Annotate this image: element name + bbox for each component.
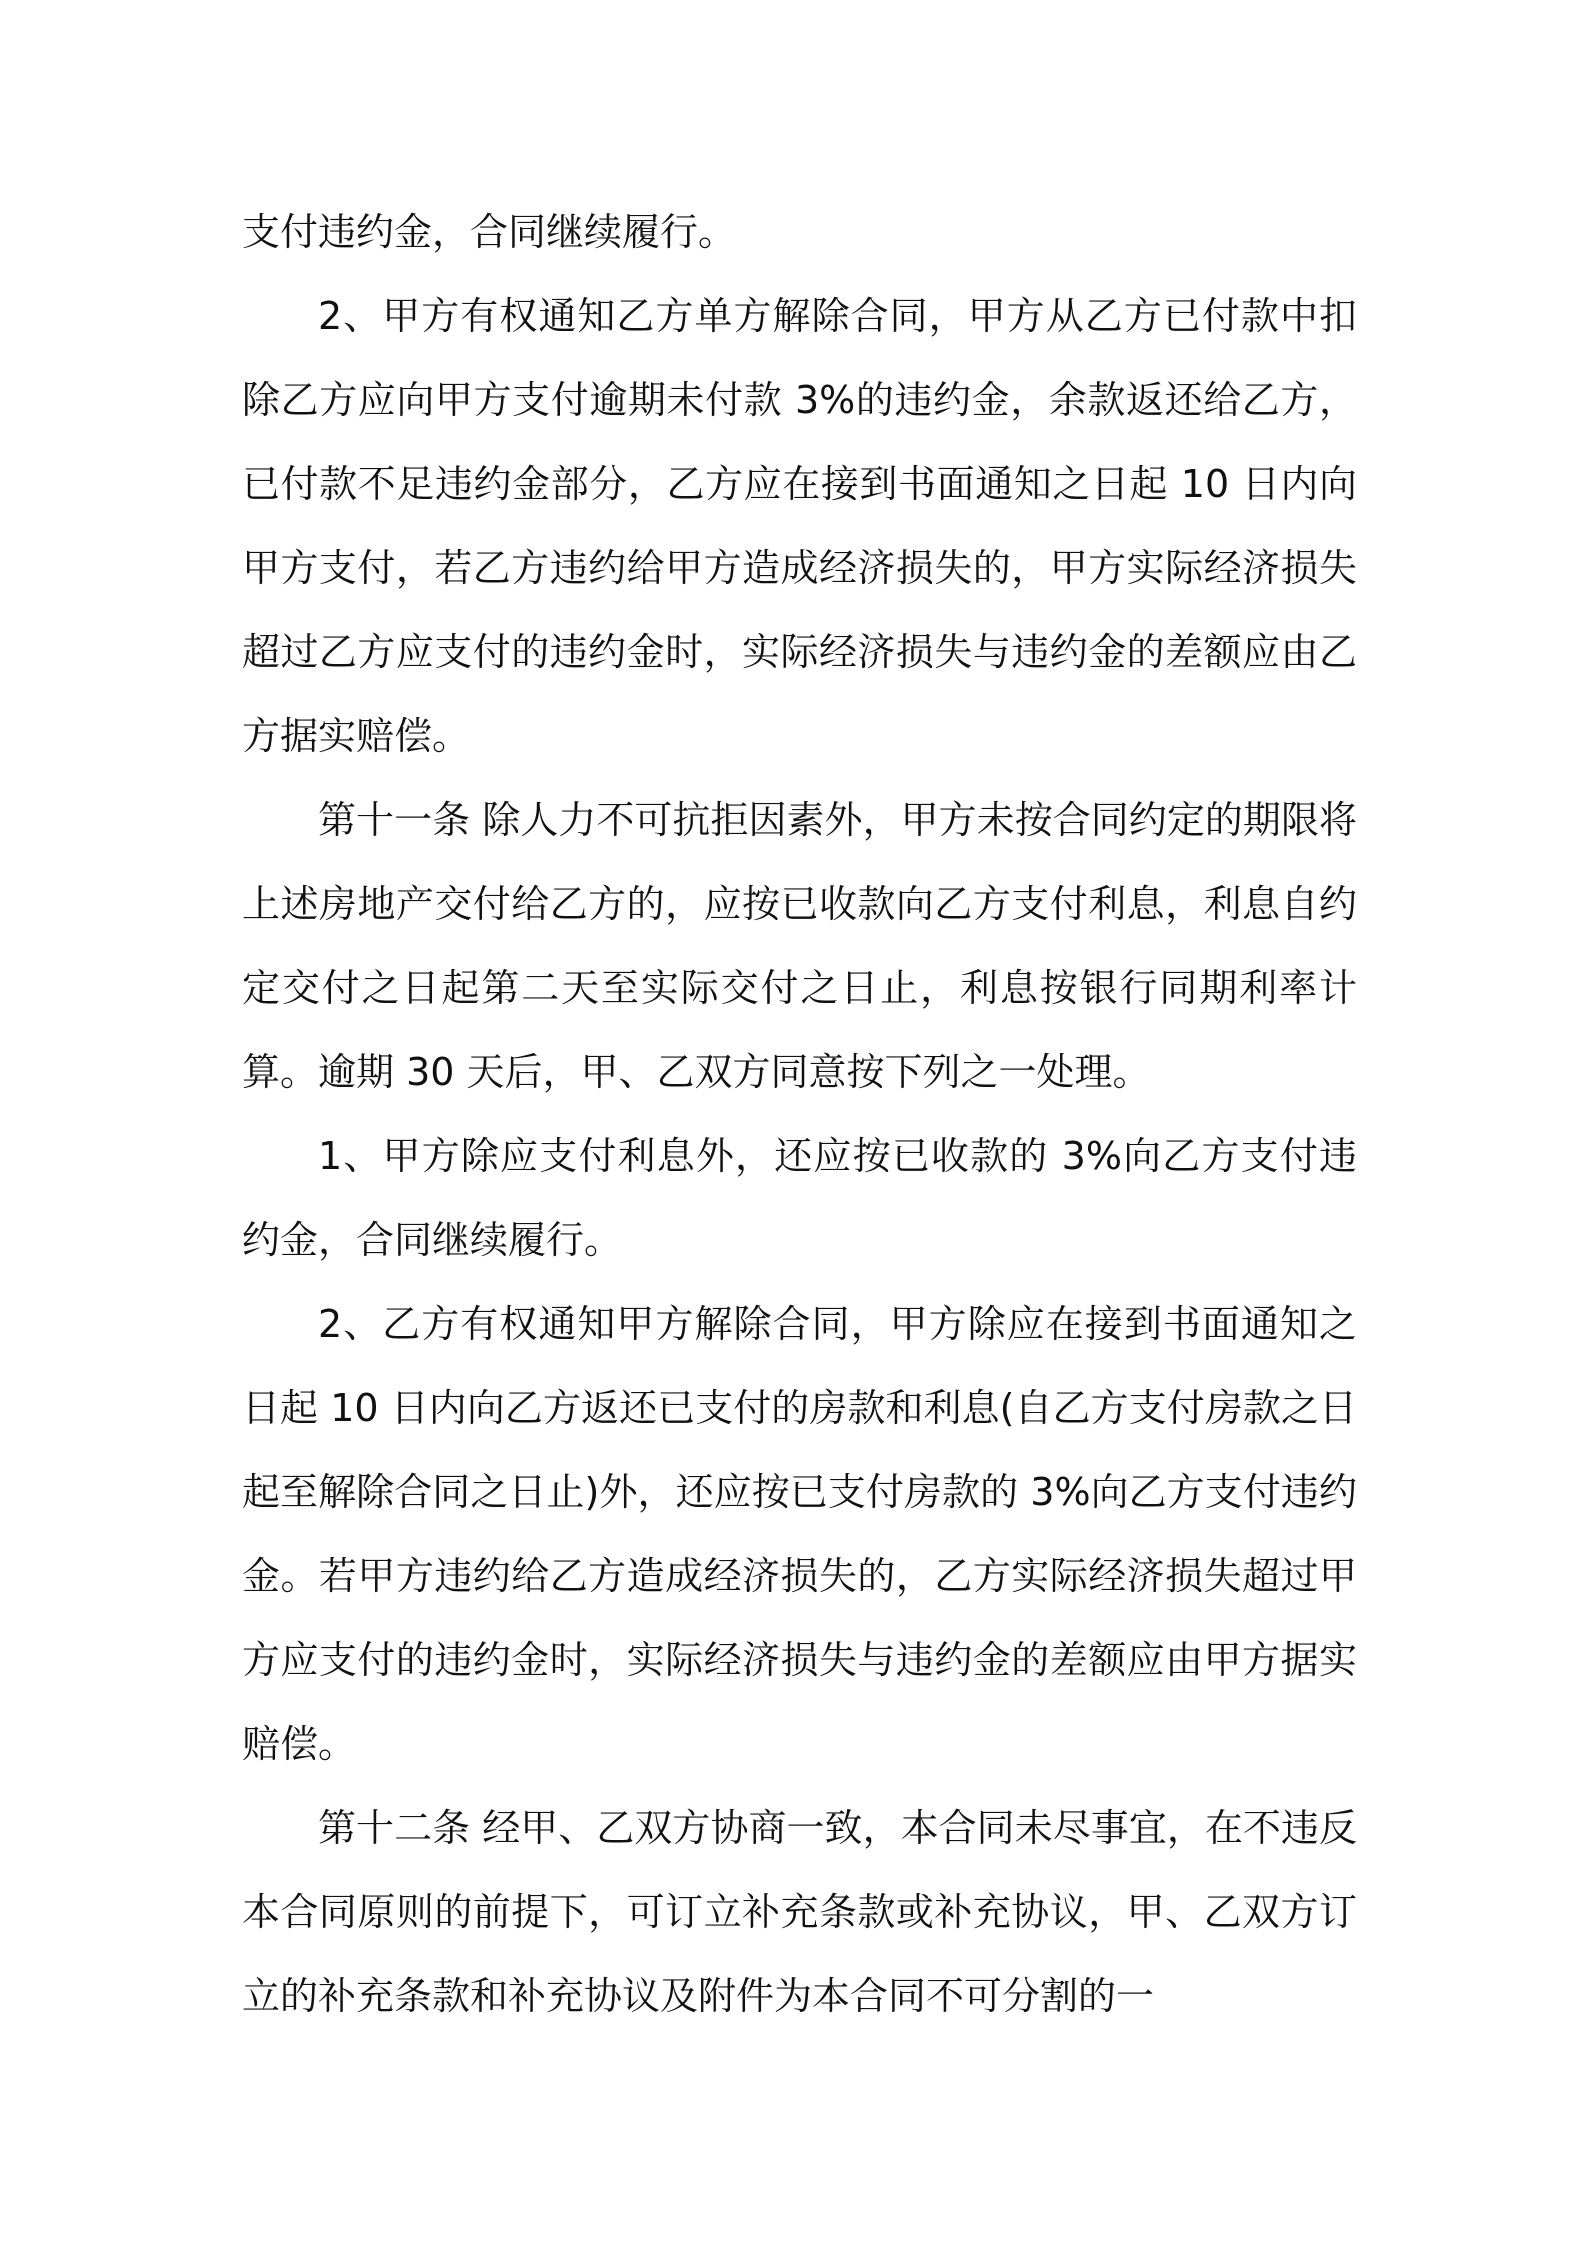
paragraph-article-11-option-1: 1、甲方除应支付利息外，还应按已收款的 3%向乙方支付违约金，合同继续履行。 <box>242 1134 1357 1262</box>
paragraph-article-12: 第十二条 经甲、乙双方协商一致，本合同未尽事宜，在不违反本合同原则的前提下，可订立补充条款或补充协议，甲、乙双方订立的补充条款和补充协议及附件为本合同不可分割的一 <box>242 1806 1357 2018</box>
paragraph-article-11-option-2: 2、乙方有权通知甲方解除合同，甲方除应在接到书面通知之日起 10 日内向乙方返还已支付的房款和利息(自乙方支付房款之日起至解除合同之日止)外，还应按已支付房款的 3%向乙方支付违约金。若甲方违约给乙方造成经济损失的，乙方实际经济损失超过甲方应支付的违约金时，实际经济损失与违约金的差额应由甲方据实赔偿。 <box>242 1302 1357 1766</box>
paragraph-continuation: 支付违约金，合同继续履行。 <box>242 210 737 254</box>
document-body <box>242 190 1357 2038</box>
paragraph-article-11: 第十一条 除人力不可抗拒因素外，甲方未按合同约定的期限将上述房地产交付给乙方的，应按已收款向乙方支付利息，利息自约定交付之日起第二天至实际交付之日止，利息按银行同期利率计算。逾期 30 天后，甲、乙双方同意按下列之一处理。 <box>242 798 1357 1094</box>
paragraph-clause-2-termination-by-party-a: 2、甲方有权通知乙方单方解除合同，甲方从乙方已付款中扣除乙方应向甲方支付逾期未付款 3%的违约金，余款返还给乙方，已付款不足违约金部分，乙方应在接到书面通知之日起 10 日内向甲方支付，若乙方违约给甲方造成经济损失的，甲方实际经济损失超过乙方应支付的违约金时，实际经济损失与违约金的差额应由乙方据实赔偿。 <box>242 294 1357 758</box>
